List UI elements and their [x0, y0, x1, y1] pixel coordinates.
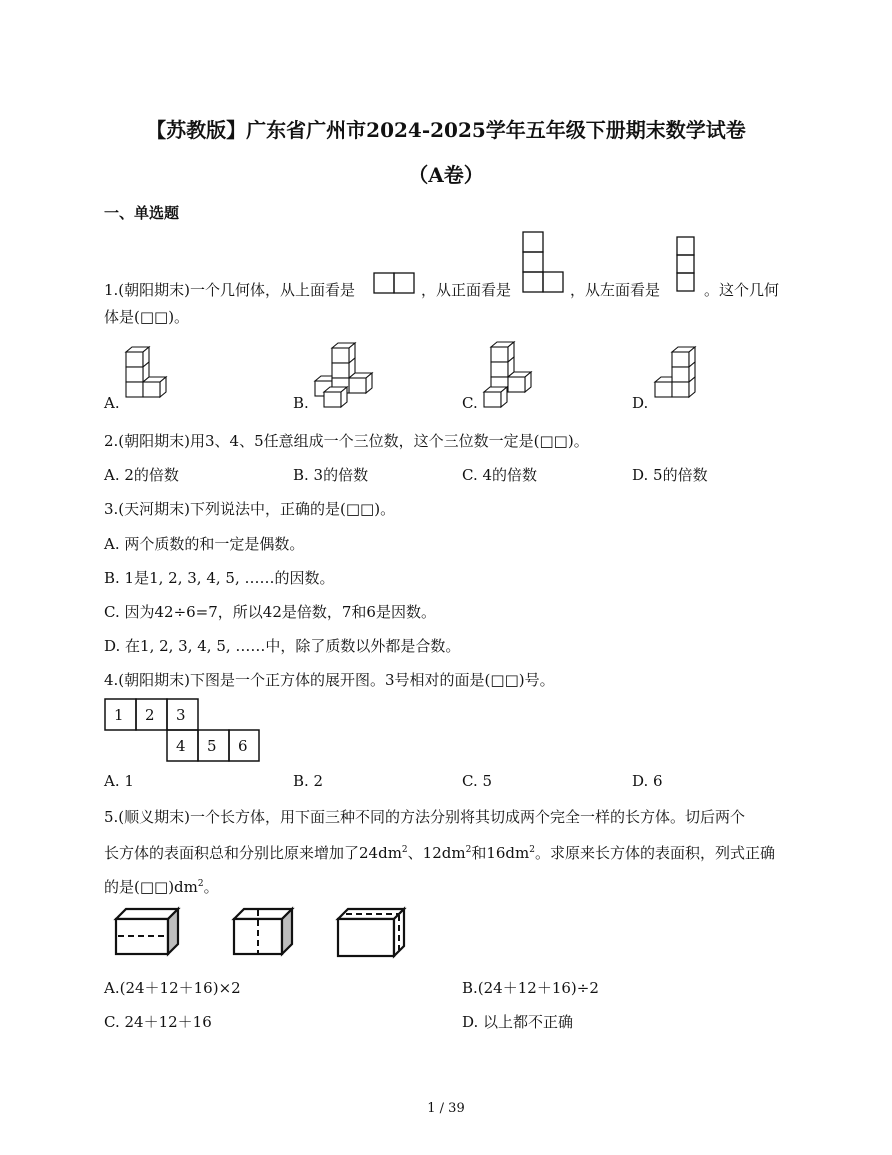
net-cell-2: 2	[145, 706, 155, 724]
q4-stem: 4.(朝阳期末)下图是一个正方体的展开图。3号相对的面是(□□)号。	[104, 671, 555, 689]
cuboid-cut-side-figure	[336, 907, 406, 959]
net-cell-3: 3	[176, 706, 186, 724]
net-cell-6: 6	[238, 737, 248, 755]
q1-option-a-label: A.	[104, 394, 120, 412]
q2-option-c: C. 4的倍数	[462, 466, 538, 484]
cuboid-cut-horizontal-figure	[114, 907, 180, 957]
q3-option-b: B. 1是1, 2, 3, 4, 5, ……的因数。	[104, 569, 335, 587]
q3-option-d: D. 在1, 2, 3, 4, 5, ……中，除了质数以外都是合数。	[104, 637, 461, 655]
q2-stem: 2.(朝阳期末)用3、4、5任意组成一个三位数，这个三位数一定是(□□)。	[104, 432, 589, 450]
q1-option-c-label: C.	[462, 394, 478, 412]
q1-stem-b: ，从正面看是	[421, 281, 512, 299]
q5-stem-line3: 的是$(□□)dm^2$。	[104, 878, 219, 896]
page-number: 1 / 39	[427, 1101, 465, 1116]
q1-option-d-figure	[652, 345, 700, 411]
page-subtitle: （A卷）	[408, 163, 484, 187]
net-cell-4: 4	[176, 737, 186, 755]
q1-stem-c: ，从左面看是	[570, 281, 661, 299]
page-title: 【苏教版】广东省广州市2024-2025学年五年级下册期末数学试卷	[146, 118, 746, 142]
q2-option-b: B. 3的倍数	[293, 466, 369, 484]
q1-stem-a: 1.(朝阳期末)一个几何体，从上面看是	[104, 281, 356, 299]
q4-option-c: C. 5	[462, 772, 493, 790]
q1-stem-d: 。这个几何	[704, 281, 780, 299]
q3-option-a: A. 两个质数的和一定是偶数。	[104, 535, 305, 553]
q1-option-b-label: B.	[293, 394, 309, 412]
q1-option-c-figure	[482, 340, 534, 410]
front-view-figure	[522, 231, 566, 293]
q1-stem-line2: 体是(□□)。	[104, 308, 190, 326]
section-heading: 一、单选题	[104, 204, 180, 222]
q1-option-a-figure	[122, 345, 172, 411]
q4-option-d: D. 6	[632, 772, 663, 790]
top-view-figure	[373, 272, 417, 294]
left-view-figure	[676, 236, 696, 292]
q3-stem: 3.(天河期末)下列说法中，正确的是(□□)。	[104, 500, 396, 518]
q5-option-b: B.(24＋12＋16)÷2	[462, 979, 599, 997]
q3-option-c: C. 因为42÷6=7，所以42是倍数，7和6是因数。	[104, 603, 436, 621]
q2-option-a: A. 2的倍数	[104, 466, 179, 484]
cuboid-cut-vertical-figure	[232, 907, 294, 957]
q4-option-a: A. 1	[104, 772, 134, 790]
q1-option-d-label: D.	[632, 394, 649, 412]
net-cell-1: 1	[114, 706, 124, 724]
q5-option-a: A.(24＋12＋16)×2	[104, 979, 241, 997]
q1-option-b-figure	[312, 340, 376, 410]
q4-option-b: B. 2	[293, 772, 324, 790]
q5-stem-line1: 5.(顺义期末)一个长方体，用下面三种不同的方法分别将其切成两个完全一样的长方体。切后两个	[104, 808, 746, 826]
q2-option-d: D. 5的倍数	[632, 466, 708, 484]
q5-stem-line2: 长方体的表面积总和分别比原来增加了$24dm^2$、$12dm^2$和$16dm^2$。求原来长方体的表面积，列式正确	[104, 844, 775, 862]
net-cell-5: 5	[207, 737, 217, 755]
q5-option-d: D. 以上都不正确	[462, 1013, 574, 1031]
q5-option-c: C. 24＋12＋16	[104, 1013, 212, 1031]
